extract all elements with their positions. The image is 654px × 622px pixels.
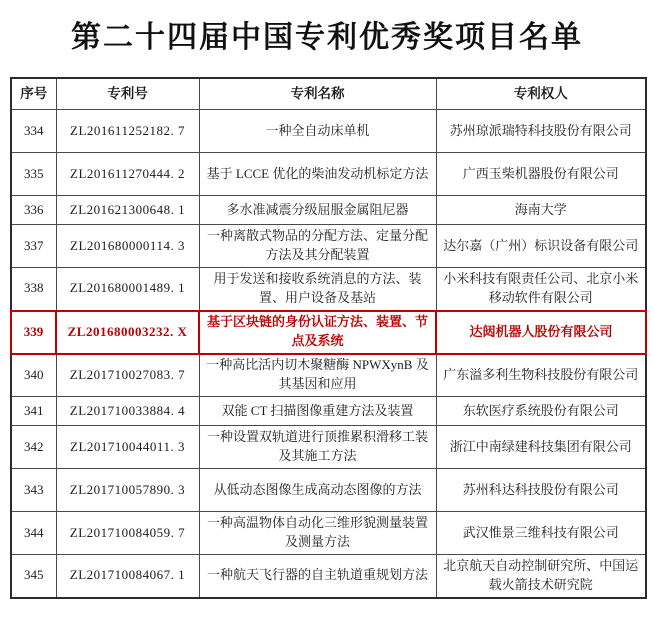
cell-patent-no: ZL201710084059. 7 bbox=[56, 512, 199, 555]
table-row bbox=[11, 469, 646, 512]
cell-no: 338 bbox=[11, 268, 56, 311]
cell-patent-no: ZL201710033884. 4 bbox=[56, 397, 199, 426]
cell-patent-no: ZL201611270444. 2 bbox=[56, 153, 199, 196]
table-row bbox=[11, 153, 646, 196]
cell-patent-name: 一种设置双轨道进行顶推累积滑移工装及其施工方法 bbox=[199, 426, 436, 469]
cell-no: 339 bbox=[11, 311, 56, 354]
cell-patent-holder: 苏州琼派瑞特科技股份有限公司 bbox=[436, 110, 646, 153]
cell-patent-name: 双能 CT 扫描图像重建方法及装置 bbox=[199, 397, 436, 426]
cell-patent-name: 一种离散式物品的分配方法、定量分配方法及其分配装置 bbox=[199, 225, 436, 268]
cell-no: 336 bbox=[11, 196, 56, 225]
cell-patent-holder: 广西玉柴机器股份有限公司 bbox=[436, 153, 646, 196]
cell-patent-holder: 达闼机器人股份有限公司 bbox=[436, 311, 646, 354]
table-header-row bbox=[11, 78, 646, 110]
page-title: 第二十四届中国专利优秀奖项目名单 bbox=[71, 20, 583, 55]
header-patent-no: 专利号 bbox=[56, 78, 199, 110]
cell-patent-holder: 武汉惟景三维科技有限公司 bbox=[436, 512, 646, 555]
cell-patent-name: 基于 LCCE 优化的柴油发动机标定方法 bbox=[199, 153, 436, 196]
cell-patent-name: 从低动态图像生成高动态图像的方法 bbox=[199, 469, 436, 512]
cell-patent-name: 一种高温物体自动化三维形貌测量装置及测量方法 bbox=[199, 512, 436, 555]
cell-patent-no: ZL201611252182. 7 bbox=[56, 110, 199, 153]
cell-no: 341 bbox=[11, 397, 56, 426]
table-row bbox=[11, 196, 646, 225]
patent-award-table bbox=[10, 77, 647, 599]
cell-patent-no: ZL201621300648. 1 bbox=[56, 196, 199, 225]
header-no: 序号 bbox=[11, 78, 56, 110]
table-row bbox=[11, 397, 646, 426]
cell-no: 345 bbox=[11, 555, 56, 598]
cell-patent-holder: 广东溢多利生物科技股份有限公司 bbox=[436, 354, 646, 397]
cell-patent-holder: 海南大学 bbox=[436, 196, 646, 225]
cell-patent-holder: 小米科技有限责任公司、北京小米移动软件有限公司 bbox=[436, 268, 646, 311]
header-patent-name: 专利名称 bbox=[199, 78, 436, 110]
table-row bbox=[11, 110, 646, 153]
cell-patent-no: ZL201680001489. 1 bbox=[56, 268, 199, 311]
cell-patent-no: ZL201710057890. 3 bbox=[56, 469, 199, 512]
cell-no: 340 bbox=[11, 354, 56, 397]
cell-patent-holder: 浙江中南绿建科技集团有限公司 bbox=[436, 426, 646, 469]
cell-patent-name: 多水准减震分级屈服金属阻尼器 bbox=[199, 196, 436, 225]
cell-patent-holder: 北京航天自动控制研究所、中国运载火箭技术研究院 bbox=[436, 555, 646, 598]
cell-patent-no: ZL201710084067. 1 bbox=[56, 555, 199, 598]
cell-patent-no: ZL201680003232. X bbox=[56, 311, 199, 354]
cell-no: 343 bbox=[11, 469, 56, 512]
table-row bbox=[11, 555, 646, 598]
cell-patent-holder: 达尔嘉（广州）标识设备有限公司 bbox=[436, 225, 646, 268]
cell-no: 335 bbox=[11, 153, 56, 196]
cell-patent-no: ZL201710027083. 7 bbox=[56, 354, 199, 397]
cell-patent-name: 基于区块链的身份认证方法、装置、节点及系统 bbox=[199, 311, 436, 354]
cell-no: 337 bbox=[11, 225, 56, 268]
table-row-highlighted bbox=[11, 311, 646, 354]
table-row bbox=[11, 225, 646, 268]
cell-patent-name: 一种高比活内切木聚糖酶 NPWXynB 及其基因和应用 bbox=[199, 354, 436, 397]
cell-no: 334 bbox=[11, 110, 56, 153]
cell-patent-name: 用于发送和接收系统消息的方法、装置、用户设备及基站 bbox=[199, 268, 436, 311]
cell-no: 342 bbox=[11, 426, 56, 469]
cell-patent-name: 一种航天飞行器的自主轨道重规划方法 bbox=[199, 555, 436, 598]
cell-patent-holder: 东软医疗系统股份有限公司 bbox=[436, 397, 646, 426]
cell-patent-no: ZL201680000114. 3 bbox=[56, 225, 199, 268]
table-row bbox=[11, 354, 646, 397]
header-patent-holder: 专利权人 bbox=[436, 78, 646, 110]
table-row bbox=[11, 426, 646, 469]
cell-patent-name: 一种全自动床单机 bbox=[199, 110, 436, 153]
table-row bbox=[11, 268, 646, 311]
cell-patent-holder: 苏州科达科技股份有限公司 bbox=[436, 469, 646, 512]
cell-no: 344 bbox=[11, 512, 56, 555]
table-row bbox=[11, 512, 646, 555]
cell-patent-no: ZL201710044011. 3 bbox=[56, 426, 199, 469]
